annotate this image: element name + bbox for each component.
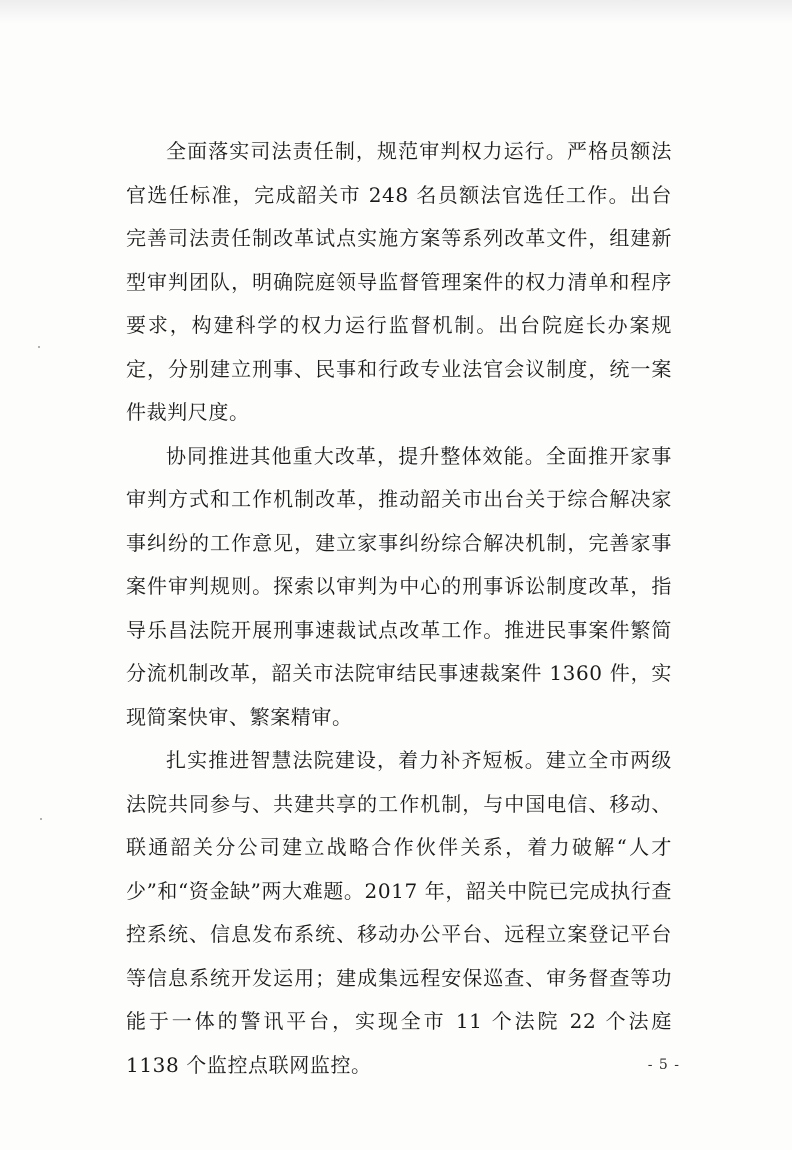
page-number: - 5 - (647, 1057, 680, 1073)
paragraph-smart-court: 扎实推进智慧法院建设，着力补齐短板。建立全市两级法院共同参与、共建共享的工作机制，与中国电信、移动、联通韶关分公司建立战略合作伙伴关系，着力破解“人才少”和“资金缺”两大难题。2017 年，韶关中院已完成执行查控系统、信息发布系统、移动办公平台、远程立案登记平台等信息系统开发运用；建成集远程安保巡查、审务督查等功能于一体的警讯平台，实现全市 11 个法院 22 个法庭 1138 个监控点联网监控。 (126, 748, 672, 1077)
scan-speck (38, 346, 40, 348)
scan-speck (40, 818, 42, 820)
scan-top-edge (0, 0, 792, 24)
paragraph-other-reforms: 协同推进其他重大改革，提升整体效能。全面推开家事审判方式和工作机制改革，推动韶关市出台关于综合解决家事纠纷的工作意见，建立家事纠纷综合解决机制，完善家事案件审判规则。探索以审判为中心的刑事诉讼制度改革，指导乐昌法院开展刑事速裁试点改革工作。推进民事案件繁简分流机制改革，韶关市法院审结民事速裁案件 1360 件，实现简案快审、繁案精审。 (126, 443, 672, 729)
document-body (126, 130, 672, 1087)
paragraph-judicial-responsibility: 全面落实司法责任制，规范审判权力运行。严格员额法官选任标准，完成韶关市 248 名员额法官选任工作。出台完善司法责任制改革试点实施方案等系列改革文件，组建新型审判团队，明确院庭领导监督管理案件的权力清单和程序要求，构建科学的权力运行监督机制。出台院庭长办案规定，分别建立刑事、民事和行政专业法官会议制度，统一案件裁判尺度。 (126, 139, 672, 424)
